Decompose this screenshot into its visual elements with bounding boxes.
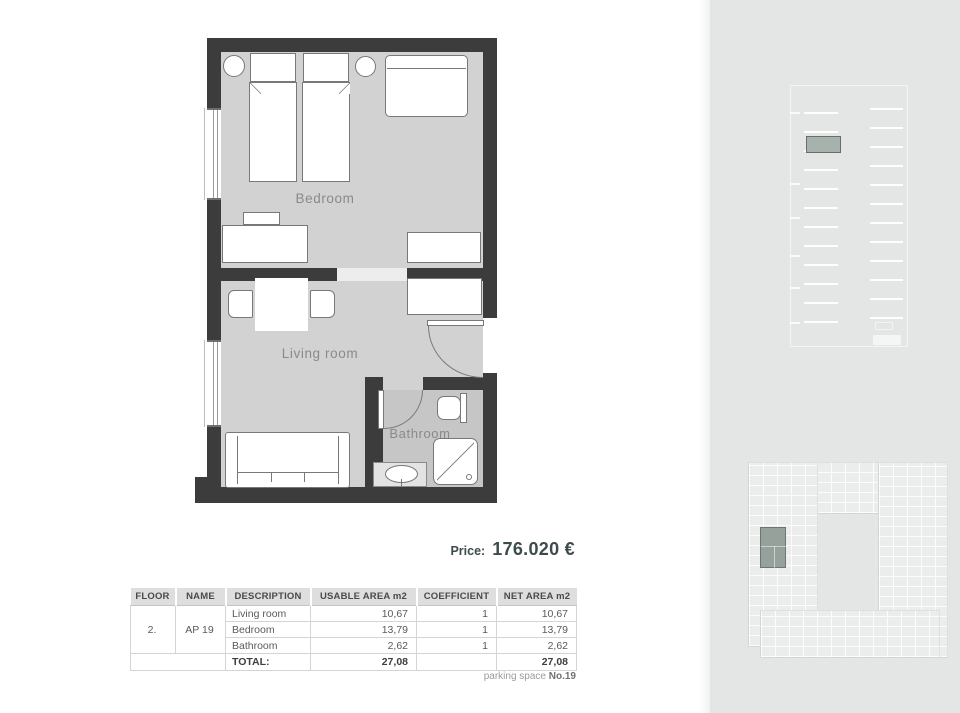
bed2-fold [339,83,350,94]
area-table [130,588,577,671]
cell-net: 10,67 [497,606,577,622]
bed1-fold [250,83,261,94]
price-label: Price: [450,544,486,558]
sofa-armrest-right [338,436,339,484]
header-net-area: NET AREA m2 [497,588,577,606]
sofa-cushion-divider1 [271,472,272,482]
parking-space-number: No.19 [548,671,576,682]
table-row [131,606,577,622]
parking-space-19-highlight [806,136,841,153]
header-coefficient: COEFFICIENT [417,588,497,606]
parking-space-text: parking space [483,671,549,682]
bathroom-wall-horizontal [423,377,483,390]
cell-usable: 13,79 [311,622,417,638]
wall-right-lower [483,373,497,503]
cell-total-spacer [131,654,226,671]
cell-total-net: 27,08 [497,654,577,671]
cell-description: Bedroom [226,622,311,638]
bedroom-cabinet [407,232,481,263]
cell-usable: 2,62 [311,638,417,654]
nightstand2-icon [355,56,376,77]
sofa-armrest-left [237,436,238,484]
sofa [225,432,350,488]
parking-tick [790,112,800,114]
dining-chair-left [228,290,253,318]
cell-coefficient: 1 [417,638,497,654]
cell-total-usable: 27,08 [311,654,417,671]
parking-tick [790,217,800,219]
parking-stalls-left [804,95,838,335]
header-description: DESCRIPTION [226,588,311,606]
apartment-divider-line [774,546,775,569]
header-name: NAME [176,588,226,606]
shower-drain [466,474,472,480]
desk [222,225,308,263]
cell-description: Living room [226,606,311,622]
nightstand-icon [223,55,245,77]
wall-top [207,38,497,52]
cell-floor: 2. [131,606,176,654]
bed1-mattress [249,82,297,182]
wall-left-upper [207,38,221,108]
toilet-tank [460,393,467,423]
living-room-window [207,340,221,427]
building-map [745,460,955,665]
building-wing-bottom [760,610,940,658]
bathroom-wall-stub [365,377,383,390]
cell-name: AP 19 [176,606,226,654]
price-value: 176.020 € [492,539,575,559]
double-bed [385,55,468,117]
living-room-window-sill [204,340,205,427]
parking-map [790,85,908,347]
sidebar [710,0,960,713]
cell-net: 13,79 [497,622,577,638]
sink-tap [401,479,402,486]
cell-description: Bathroom [226,638,311,654]
wall-left-middle [207,200,221,340]
toilet-bowl [437,396,461,420]
parking-entry-block [873,335,901,345]
room-label-bedroom: Bedroom [295,191,355,206]
table-header-row [131,588,577,606]
price-line [330,539,575,560]
double-bed-headboard-line [387,68,466,69]
header-floor: FLOOR [131,588,176,606]
bedroom-window [207,108,221,200]
wall-left-lower [207,427,221,503]
parking-ramp-icon [875,322,893,330]
cell-net: 2,62 [497,638,577,654]
cell-coefficient: 1 [417,606,497,622]
header-usable-area: USABLE AREA m2 [311,588,417,606]
room-label-bathroom: Bathroom [389,426,451,441]
room-label-living: Living room [281,346,359,361]
sofa-cushion-divider2 [304,472,305,482]
dining-table [255,278,308,331]
bed1-pillow [250,53,296,82]
desk-chair [243,212,280,225]
floor-plan [207,38,497,503]
parking-tick [790,287,800,289]
dining-chair-right [310,290,335,318]
parking-space-note [130,671,576,682]
bed2-pillow [303,53,349,82]
cell-usable: 10,67 [311,606,417,622]
room-opening-floor [337,268,407,281]
sofa-seat-line [237,472,338,473]
parking-tick [790,255,800,257]
parking-tick [790,322,800,324]
bed2-mattress [302,82,350,182]
apartment-19-highlight [760,527,786,568]
living-room-cabinet [407,278,482,315]
cell-coefficient: 1 [417,622,497,638]
cell-total-coefficient [417,654,497,671]
parking-tick [790,183,800,185]
bedroom-window-sill [204,108,205,200]
wall-bottom [207,487,497,503]
table-total-row [131,654,577,671]
parking-stalls-right [870,91,903,331]
wall-right-upper [483,38,497,318]
cell-total-label: TOTAL: [226,654,311,671]
